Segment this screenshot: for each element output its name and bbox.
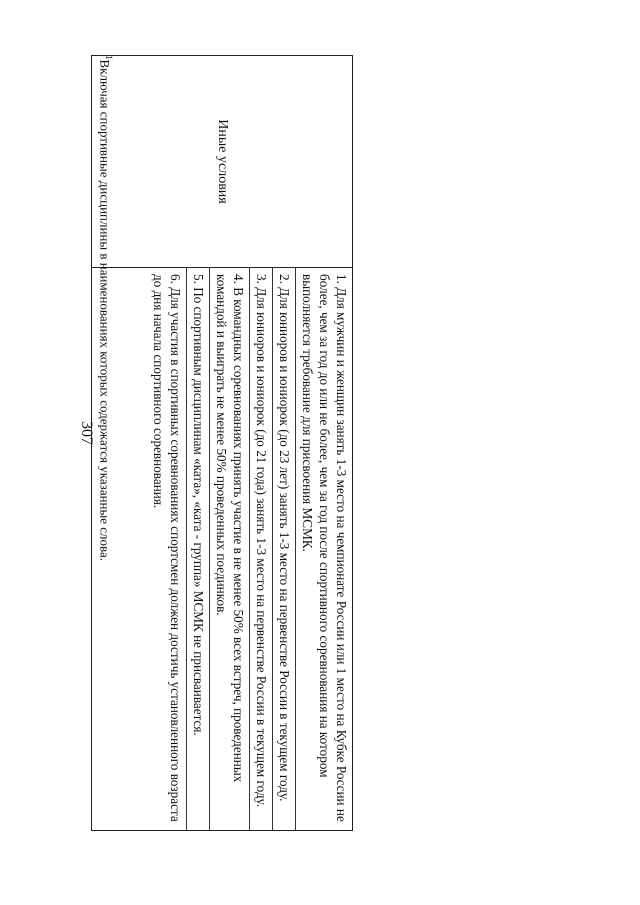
footnote [97,55,117,561]
conditions-cell [92,268,352,830]
condition-item: 2. Для юниоров и юниорок (до 23 лет) занять 1-3 место на первенстве России в текущем году. [272,268,295,830]
row-label-cell [92,56,352,268]
conditions-table [91,55,353,831]
rotated-content [87,55,353,835]
row-label: Иные условия [215,119,230,204]
footnote-marker: 1 [104,55,114,60]
condition-item: 6. Для участия в спортивных соревнованиях спортсмен должен достичь установленного возраста до дня начала спортивного соревнования. [151,274,183,822]
condition-item: 4. В командных соревнованиях принять участие в не менее 50% всех встреч, проведенных командой и выиграть не менее 50% проведенных поединков. [209,268,249,830]
footnote-text: Включая спортивные дисциплины в наименованиях которых содержатся указанные слова. [97,59,113,561]
page-number: 307 [78,421,95,445]
condition-item: 1. Для мужчин и женщин занять 1-3 место на чемпионате России или 1 место на Кубке России не более, чем за год до или не более, чем за год после спортивного соревнования на котором выполняется требование для присвоения МСМК. [295,268,352,830]
condition-item: 3. Для юниоров и юниорок (до 21 года) занять 1-3 место на первенстве России в текущем году. [249,268,272,830]
condition-item: 5. По спортивным дисциплинам «ката», «ката - группа» МСМК не присваивается. [186,268,209,830]
